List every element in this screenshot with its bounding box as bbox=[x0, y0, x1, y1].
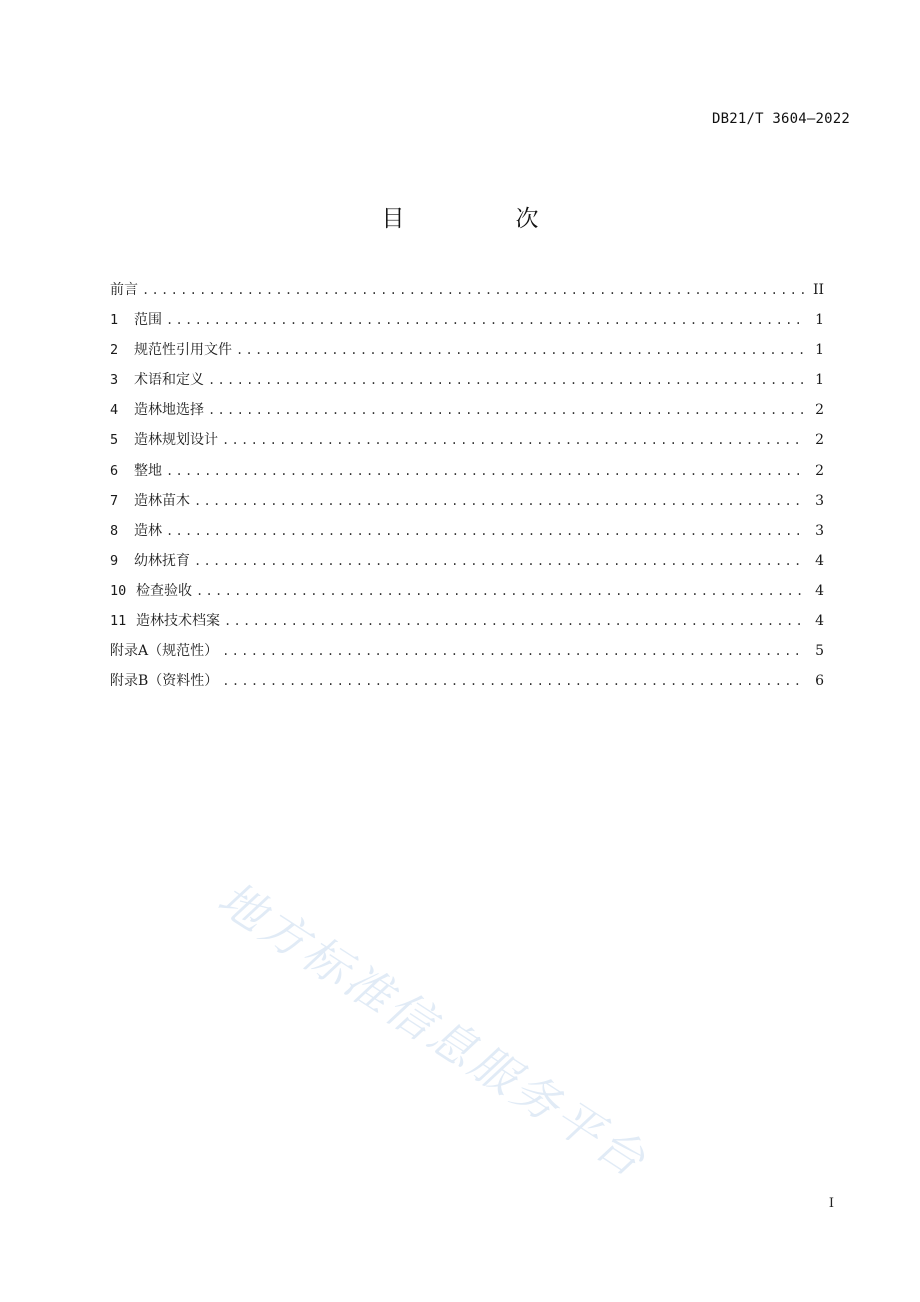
toc-entry-appendix-b[interactable] bbox=[110, 666, 824, 696]
toc-entry-label: 幼林抚育 bbox=[134, 552, 190, 569]
toc-entry-planning-design[interactable] bbox=[110, 425, 824, 455]
toc-entry-page: 6 bbox=[815, 673, 824, 690]
toc-entry-foreword[interactable] bbox=[110, 275, 824, 305]
toc-dot-leader bbox=[142, 275, 804, 305]
toc-entry-young-forest-tending[interactable] bbox=[110, 546, 824, 576]
toc-entry-page: II bbox=[812, 282, 824, 298]
toc-entry-label: 造林苗木 bbox=[134, 492, 190, 509]
toc-dot-leader bbox=[166, 456, 804, 486]
toc-entry-inspection-acceptance[interactable] bbox=[110, 576, 824, 606]
toc-entry-label: 术语和定义 bbox=[134, 372, 204, 389]
toc-dot-leader bbox=[208, 395, 804, 425]
toc-entry-label: 整地 bbox=[134, 462, 162, 479]
toc-entry-page: 3 bbox=[815, 522, 824, 539]
page-number: I bbox=[828, 1196, 834, 1211]
toc-entry-number: 1 bbox=[110, 312, 119, 329]
toc-dot-leader bbox=[194, 486, 804, 516]
toc-dot-leader bbox=[208, 365, 804, 395]
toc-dot-leader bbox=[222, 425, 804, 455]
toc-entry-page: 4 bbox=[815, 552, 824, 569]
toc-dot-leader bbox=[236, 335, 804, 365]
toc-entry-label: 规范性引用文件 bbox=[134, 342, 232, 359]
toc-dot-leader bbox=[222, 636, 804, 666]
toc-entry-page: 1 bbox=[815, 342, 824, 359]
toc-entry-page: 2 bbox=[815, 462, 824, 479]
toc-entry-page: 2 bbox=[815, 402, 824, 419]
platform-watermark: 地方标准信息服务平台 bbox=[208, 870, 658, 1189]
toc-entry-page: 4 bbox=[815, 613, 824, 630]
toc-entry-label: 范围 bbox=[134, 312, 162, 329]
toc-entry-label: 附录B（资料性） bbox=[110, 673, 219, 690]
toc-entry-scope[interactable] bbox=[110, 305, 824, 335]
toc-dot-leader bbox=[196, 576, 804, 606]
toc-entry-site-preparation[interactable] bbox=[110, 456, 824, 486]
toc-entry-number: 4 bbox=[110, 402, 119, 419]
toc-entry-page: 1 bbox=[815, 372, 824, 389]
toc-entry-number: 8 bbox=[110, 522, 119, 539]
toc-dot-leader bbox=[224, 606, 804, 636]
toc-entry-label: 造林地选择 bbox=[134, 402, 204, 419]
toc-entry-page: 4 bbox=[815, 582, 824, 599]
toc-entry-number: 3 bbox=[110, 372, 119, 389]
toc-entry-seedlings[interactable] bbox=[110, 486, 824, 516]
toc-entry-label: 附录A（规范性） bbox=[110, 643, 219, 660]
toc-entry-technical-archives[interactable] bbox=[110, 606, 824, 636]
toc-entry-number: 10 bbox=[110, 582, 127, 599]
toc-entry-afforestation[interactable] bbox=[110, 516, 824, 546]
toc-entry-normative-references[interactable] bbox=[110, 335, 824, 365]
toc-entry-page: 1 bbox=[815, 312, 824, 329]
toc-dot-leader bbox=[194, 546, 804, 576]
toc-entry-label: 前言 bbox=[110, 282, 138, 298]
toc-entry-appendix-a[interactable] bbox=[110, 636, 824, 666]
toc-entry-page: 2 bbox=[815, 432, 824, 449]
toc-entry-number: 5 bbox=[110, 432, 119, 449]
toc-entry-page: 3 bbox=[815, 492, 824, 509]
toc-entry-number: 7 bbox=[110, 492, 119, 509]
toc-entry-label: 检查验收 bbox=[136, 582, 192, 599]
toc-entry-page: 5 bbox=[815, 643, 824, 660]
toc-title: 目 次 bbox=[381, 206, 583, 232]
toc-entry-number: 11 bbox=[110, 613, 127, 630]
toc-entry-number: 6 bbox=[110, 462, 119, 479]
toc-entry-label: 造林规划设计 bbox=[134, 432, 218, 449]
table-of-contents bbox=[110, 275, 824, 696]
standard-code: DB21/T 3604—2022 bbox=[711, 111, 850, 127]
toc-entry-number: 2 bbox=[110, 342, 119, 359]
toc-entry-number: 9 bbox=[110, 552, 119, 569]
toc-dot-leader bbox=[222, 666, 804, 696]
toc-dot-leader bbox=[166, 516, 804, 546]
toc-entry-terms-definitions[interactable] bbox=[110, 365, 824, 395]
toc-dot-leader bbox=[166, 305, 804, 335]
toc-entry-label: 造林 bbox=[134, 522, 162, 539]
toc-entry-site-selection[interactable] bbox=[110, 395, 824, 425]
toc-entry-label: 造林技术档案 bbox=[136, 613, 220, 630]
